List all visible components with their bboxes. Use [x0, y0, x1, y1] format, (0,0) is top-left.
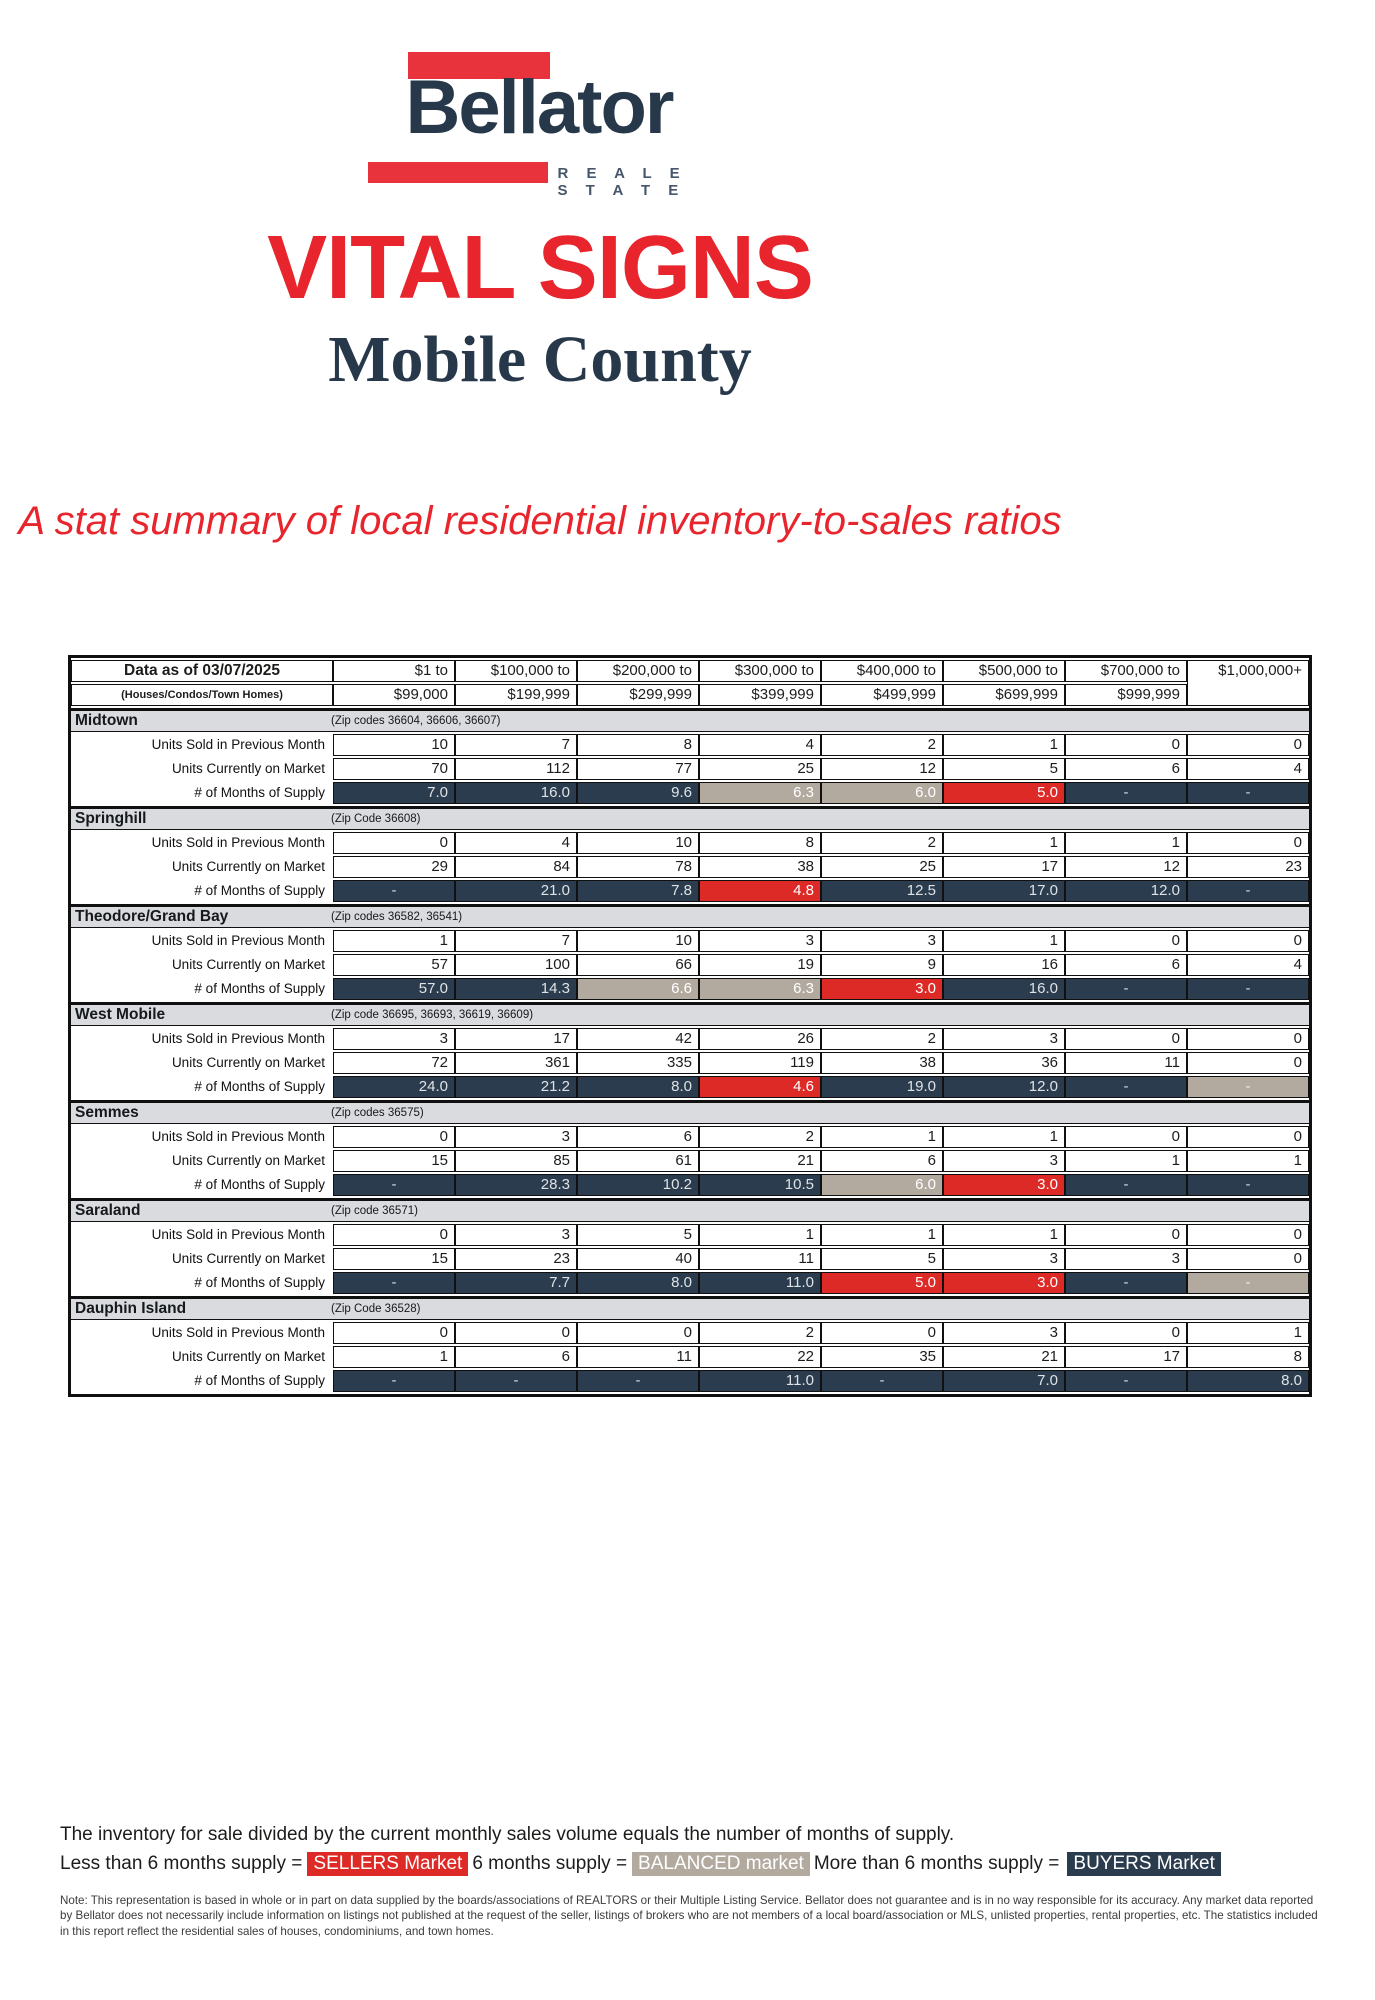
units-sold-cell: 1: [821, 1126, 943, 1148]
supply-cell: -: [1187, 782, 1309, 804]
units-market-cell: 78: [577, 856, 699, 878]
units-sold-cell: 0: [1187, 1126, 1309, 1148]
supply-cell: 12.0: [943, 1076, 1065, 1098]
units-market-cell: 57: [333, 954, 455, 976]
price-range-4-max: $499,999: [821, 684, 943, 706]
section-name: Semmes: [75, 1104, 139, 1121]
units-sold-cell: 2: [821, 734, 943, 756]
price-range-3-max: $399,999: [699, 684, 821, 706]
stats-table: [68, 655, 1312, 1397]
units-sold-cell: 0: [333, 1224, 455, 1246]
price-range-3: $300,000 to: [699, 660, 821, 682]
row-label: # of Months of Supply: [194, 1373, 325, 1388]
theodore-grand-bay-units_on_market-row: [71, 954, 1309, 976]
supply-cell: -: [333, 1272, 455, 1294]
section-row-theodore-grand-bay: [71, 904, 1309, 928]
units-market-cell: 35: [821, 1346, 943, 1368]
supply-cell: 21.0: [455, 880, 577, 902]
units-market-cell: 11: [1065, 1052, 1187, 1074]
supply-cell: 12.5: [821, 880, 943, 902]
units-sold-cell: 3: [821, 930, 943, 952]
price-range-1: $100,000 to: [455, 660, 577, 682]
section-name: Theodore/Grand Bay: [75, 908, 229, 925]
section-header-midtown: [71, 708, 1309, 732]
supply-cell: 12.0: [1065, 880, 1187, 902]
section-zip-codes: (Zip code 36571): [331, 1205, 418, 1217]
units-sold-cell: 4: [455, 832, 577, 854]
row-label: Units Sold in Previous Month: [151, 933, 325, 948]
row-label: # of Months of Supply: [194, 981, 325, 996]
units-market-cell: 38: [699, 856, 821, 878]
midtown-units_sold-row: [71, 734, 1309, 756]
units-market-cell: 0: [1187, 1248, 1309, 1270]
units-market-cell: 3: [943, 1150, 1065, 1172]
west-mobile-units_on_market-row: [71, 1052, 1309, 1074]
supply-cell: -: [1187, 880, 1309, 902]
price-range-5: $500,000 to: [943, 660, 1065, 682]
units-sold-cell: 1: [943, 1224, 1065, 1246]
units-market-cell: 6: [821, 1150, 943, 1172]
row-label: Units Sold in Previous Month: [151, 1325, 325, 1340]
row-label: # of Months of Supply: [194, 785, 325, 800]
footer-intro: The inventory for sale divided by the current monthly sales volume equals the number of months of supply.: [60, 1824, 955, 1845]
units-sold-cell: 3: [333, 1028, 455, 1050]
dauphin-island-units_sold-row: [71, 1322, 1309, 1344]
price-range-4: $400,000 to: [821, 660, 943, 682]
units-sold-cell: 0: [1065, 734, 1187, 756]
units-sold-cell: 10: [333, 734, 455, 756]
supply-cell: 16.0: [943, 978, 1065, 1000]
section-row-semmes: [71, 1100, 1309, 1124]
units-sold-cell: 1: [943, 832, 1065, 854]
legend-label-buyers: More than 6 months supply =: [813, 1853, 1060, 1874]
units-market-cell: 22: [699, 1346, 821, 1368]
row-label: Units Sold in Previous Month: [151, 835, 325, 850]
units-market-cell: 77: [577, 758, 699, 780]
supply-cell: 10.2: [577, 1174, 699, 1196]
units-sold-cell: 0: [1065, 1028, 1187, 1050]
units-sold-cell: 0: [1187, 734, 1309, 756]
row-label: Units Currently on Market: [171, 957, 325, 972]
section-zip-codes: (Zip codes 36604, 36606, 36607): [331, 715, 501, 727]
units-market-cell: 61: [577, 1150, 699, 1172]
units-market-cell: 5: [943, 758, 1065, 780]
supply-cell: 9.6: [577, 782, 699, 804]
units-market-cell: 11: [699, 1248, 821, 1270]
units-sold-cell: 5: [577, 1224, 699, 1246]
midtown-months-supply-row: [71, 782, 1309, 804]
dauphin-island-months-supply-row: [71, 1370, 1309, 1392]
supply-cell: -: [1187, 978, 1309, 1000]
report-subtitle: A stat summary of local residential inventory-to-sales ratios: [18, 499, 1062, 543]
units-market-cell: 6: [1065, 758, 1187, 780]
supply-cell: 57.0: [333, 978, 455, 1000]
section-zip-codes: (Zip Code 36528): [331, 1303, 421, 1315]
units-market-cell: 70: [333, 758, 455, 780]
units-market-cell: 19: [699, 954, 821, 976]
supply-cell: 6.3: [699, 978, 821, 1000]
saraland-units_sold-row: [71, 1224, 1309, 1246]
units-sold-cell: 2: [821, 1028, 943, 1050]
units-sold-cell: 0: [1187, 832, 1309, 854]
units-market-cell: 112: [455, 758, 577, 780]
supply-cell: 16.0: [455, 782, 577, 804]
units-sold-cell: 1: [943, 930, 1065, 952]
supply-cell: 6.0: [821, 1174, 943, 1196]
units-market-cell: 36: [943, 1052, 1065, 1074]
section-header-saraland: [71, 1198, 1309, 1222]
supply-cell: 19.0: [821, 1076, 943, 1098]
theodore-grand-bay-months-supply-row: [71, 978, 1309, 1000]
section-name: West Mobile: [75, 1006, 166, 1023]
units-sold-cell: 3: [943, 1028, 1065, 1050]
units-market-cell: 16: [943, 954, 1065, 976]
units-sold-cell: 0: [1187, 930, 1309, 952]
row-label: Units Currently on Market: [171, 1251, 325, 1266]
supply-cell: -: [333, 1370, 455, 1392]
units-sold-cell: 4: [699, 734, 821, 756]
units-market-cell: 17: [1065, 1346, 1187, 1368]
units-sold-cell: 0: [1187, 1224, 1309, 1246]
units-market-cell: 4: [1187, 758, 1309, 780]
units-sold-cell: 0: [1065, 1224, 1187, 1246]
section-header-semmes: [71, 1100, 1309, 1124]
units-sold-cell: 3: [943, 1322, 1065, 1344]
units-sold-cell: 0: [821, 1322, 943, 1344]
supply-cell: 8.0: [1187, 1370, 1309, 1392]
section-row-springhill: [71, 806, 1309, 830]
units-sold-cell: 1: [821, 1224, 943, 1246]
supply-cell: 7.7: [455, 1272, 577, 1294]
row-label: Units Sold in Previous Month: [151, 1031, 325, 1046]
units-market-cell: 15: [333, 1150, 455, 1172]
units-market-cell: 23: [1187, 856, 1309, 878]
units-market-cell: 12: [821, 758, 943, 780]
brand-tagline: R E A L E S T A T E: [557, 165, 687, 199]
theodore-grand-bay-units_sold-row: [71, 930, 1309, 952]
section-zip-codes: (Zip codes 36575): [331, 1107, 424, 1119]
footer: [60, 1824, 1330, 1939]
supply-cell: 6.0: [821, 782, 943, 804]
table-header-row-2: [71, 684, 1309, 706]
legend-note: Note: This representation is based in whole or in part on data supplied by the boards/associations of REALTORS or their Multiple Listing Service. Bellator does not guarantee and is in no way responsible for its accuracy. Any market data reported by Bellator does not necessarily include information on listings not published at the request of the seller, listings of brokers who are not members of a local board/association or MLS, unlisted properties, rental properties, etc. The statistics included in this report reflect the residential sales of houses, condominiums, and town homes.: [60, 1894, 1318, 1938]
units-market-cell: 1: [1187, 1150, 1309, 1172]
table-property-types: (Houses/Condos/Town Homes): [71, 684, 333, 706]
supply-cell: 7.0: [333, 782, 455, 804]
row-label: Units Currently on Market: [171, 761, 325, 776]
section-name: Midtown: [75, 712, 138, 729]
west-mobile-units_sold-row: [71, 1028, 1309, 1050]
semmes-units_sold-row: [71, 1126, 1309, 1148]
supply-cell: 14.3: [455, 978, 577, 1000]
price-range-1-max: $199,999: [455, 684, 577, 706]
balanced-market-badge: BALANCED market: [632, 1852, 810, 1876]
supply-cell: 5.0: [943, 782, 1065, 804]
units-market-cell: 66: [577, 954, 699, 976]
units-market-cell: 4: [1187, 954, 1309, 976]
price-range-7: $1,000,000+: [1187, 660, 1309, 706]
units-sold-cell: 0: [333, 832, 455, 854]
supply-cell: -: [1065, 782, 1187, 804]
supply-cell: 8.0: [577, 1272, 699, 1294]
units-market-cell: 23: [455, 1248, 577, 1270]
price-range-2-max: $299,999: [577, 684, 699, 706]
units-market-cell: 72: [333, 1052, 455, 1074]
price-range-5-max: $699,999: [943, 684, 1065, 706]
units-market-cell: 3: [943, 1248, 1065, 1270]
units-market-cell: 5: [821, 1248, 943, 1270]
table-data-date: Data as of 03/07/2025: [71, 660, 333, 682]
units-sold-cell: 1: [1187, 1322, 1309, 1344]
units-sold-cell: 0: [577, 1322, 699, 1344]
midtown-units_on_market-row: [71, 758, 1309, 780]
units-sold-cell: 1: [1065, 832, 1187, 854]
west-mobile-months-supply-row: [71, 1076, 1309, 1098]
section-header-springhill: [71, 806, 1309, 830]
units-sold-cell: 8: [577, 734, 699, 756]
supply-cell: 3.0: [821, 978, 943, 1000]
units-market-cell: 1: [1065, 1150, 1187, 1172]
brand-name: Bellator: [405, 65, 673, 150]
saraland-units_on_market-row: [71, 1248, 1309, 1270]
supply-cell: -: [333, 1174, 455, 1196]
row-label: Units Currently on Market: [171, 859, 325, 874]
row-label: Units Currently on Market: [171, 1153, 325, 1168]
springhill-months-supply-row: [71, 880, 1309, 902]
section-row-saraland: [71, 1198, 1309, 1222]
units-sold-cell: 1: [943, 1126, 1065, 1148]
units-sold-cell: 0: [455, 1322, 577, 1344]
units-market-cell: 119: [699, 1052, 821, 1074]
units-market-cell: 100: [455, 954, 577, 976]
section-header-west-mobile: [71, 1002, 1309, 1026]
supply-cell: 6.6: [577, 978, 699, 1000]
supply-cell: 7.8: [577, 880, 699, 902]
supply-cell: 21.2: [455, 1076, 577, 1098]
price-range-0-max: $99,000: [333, 684, 455, 706]
springhill-units_on_market-row: [71, 856, 1309, 878]
units-market-cell: 3: [1065, 1248, 1187, 1270]
row-label: # of Months of Supply: [194, 1177, 325, 1192]
units-market-cell: 11: [577, 1346, 699, 1368]
units-sold-cell: 3: [455, 1126, 577, 1148]
units-sold-cell: 2: [699, 1126, 821, 1148]
price-range-6: $700,000 to: [1065, 660, 1187, 682]
stats-table-wrap: [68, 655, 1312, 1397]
supply-cell: -: [333, 880, 455, 902]
section-name: Dauphin Island: [75, 1300, 187, 1317]
section-zip-codes: (Zip codes 36582, 36541): [331, 911, 463, 923]
masthead: [0, 52, 1080, 541]
units-sold-cell: 17: [455, 1028, 577, 1050]
semmes-units_on_market-row: [71, 1150, 1309, 1172]
units-sold-cell: 10: [577, 832, 699, 854]
units-market-cell: 335: [577, 1052, 699, 1074]
row-label: Units Currently on Market: [171, 1055, 325, 1070]
units-market-cell: 25: [699, 758, 821, 780]
section-row-dauphin-island: [71, 1296, 1309, 1320]
supply-cell: 4.6: [699, 1076, 821, 1098]
units-market-cell: 0: [1187, 1052, 1309, 1074]
units-market-cell: 38: [821, 1052, 943, 1074]
row-label: # of Months of Supply: [194, 1275, 325, 1290]
section-name: Saraland: [75, 1202, 141, 1219]
units-market-cell: 9: [821, 954, 943, 976]
units-market-cell: 21: [699, 1150, 821, 1172]
section-zip-codes: (Zip code 36695, 36693, 36619, 36609): [331, 1009, 534, 1021]
units-sold-cell: 0: [333, 1322, 455, 1344]
units-sold-cell: 0: [1065, 930, 1187, 952]
supply-cell: 7.0: [943, 1370, 1065, 1392]
units-sold-cell: 0: [1187, 1028, 1309, 1050]
saraland-months-supply-row: [71, 1272, 1309, 1294]
section-row-midtown: [71, 708, 1309, 732]
units-sold-cell: 26: [699, 1028, 821, 1050]
supply-cell: 28.3: [455, 1174, 577, 1196]
section-header-theodore-grand-bay: [71, 904, 1309, 928]
units-market-cell: 40: [577, 1248, 699, 1270]
supply-cell: 11.0: [699, 1272, 821, 1294]
units-sold-cell: 8: [699, 832, 821, 854]
units-sold-cell: 0: [1065, 1322, 1187, 1344]
units-sold-cell: 10: [577, 930, 699, 952]
units-sold-cell: 1: [699, 1224, 821, 1246]
logo-bottom-bar-icon: [368, 162, 548, 183]
supply-cell: -: [1187, 1272, 1309, 1294]
units-market-cell: 15: [333, 1248, 455, 1270]
section-name: Springhill: [75, 810, 147, 827]
legend-label-balanced: 6 months supply =: [472, 1853, 628, 1874]
units-market-cell: 85: [455, 1150, 577, 1172]
units-sold-cell: 2: [821, 832, 943, 854]
units-sold-cell: 1: [333, 930, 455, 952]
units-sold-cell: 6: [577, 1126, 699, 1148]
units-market-cell: 1: [333, 1346, 455, 1368]
units-market-cell: 361: [455, 1052, 577, 1074]
supply-cell: -: [1065, 1370, 1187, 1392]
units-market-cell: 17: [943, 856, 1065, 878]
supply-cell: -: [1065, 1076, 1187, 1098]
supply-cell: 6.3: [699, 782, 821, 804]
units-sold-cell: 7: [455, 930, 577, 952]
supply-cell: 10.5: [699, 1174, 821, 1196]
units-market-cell: 21: [943, 1346, 1065, 1368]
units-market-cell: 12: [1065, 856, 1187, 878]
units-sold-cell: 1: [943, 734, 1065, 756]
supply-cell: -: [1187, 1076, 1309, 1098]
row-label: # of Months of Supply: [194, 1079, 325, 1094]
units-sold-cell: 0: [333, 1126, 455, 1148]
buyers-market-badge: BUYERS Market: [1067, 1852, 1220, 1876]
supply-cell: -: [1065, 978, 1187, 1000]
supply-cell: -: [821, 1370, 943, 1392]
row-label: Units Sold in Previous Month: [151, 1129, 325, 1144]
units-sold-cell: 3: [699, 930, 821, 952]
price-range-0: $1 to: [333, 660, 455, 682]
supply-cell: -: [577, 1370, 699, 1392]
row-label: Units Sold in Previous Month: [151, 737, 325, 752]
county-title: Mobile County: [328, 323, 752, 396]
units-sold-cell: 42: [577, 1028, 699, 1050]
row-label: Units Currently on Market: [171, 1349, 325, 1364]
units-sold-cell: 2: [699, 1322, 821, 1344]
price-range-2: $200,000 to: [577, 660, 699, 682]
row-label: Units Sold in Previous Month: [151, 1227, 325, 1242]
supply-cell: 3.0: [943, 1272, 1065, 1294]
sellers-market-badge: SELLERS Market: [307, 1852, 468, 1876]
supply-cell: 4.8: [699, 880, 821, 902]
price-range-6-max: $999,999: [1065, 684, 1187, 706]
section-zip-codes: (Zip Code 36608): [331, 813, 421, 825]
supply-cell: -: [1187, 1174, 1309, 1196]
supply-cell: 24.0: [333, 1076, 455, 1098]
supply-cell: 8.0: [577, 1076, 699, 1098]
units-market-cell: 84: [455, 856, 577, 878]
supply-cell: 5.0: [821, 1272, 943, 1294]
units-market-cell: 6: [455, 1346, 577, 1368]
units-sold-cell: 7: [455, 734, 577, 756]
semmes-months-supply-row: [71, 1174, 1309, 1196]
units-market-cell: 6: [1065, 954, 1187, 976]
supply-cell: 11.0: [699, 1370, 821, 1392]
supply-cell: -: [1065, 1174, 1187, 1196]
table-header-row-1: [71, 660, 1309, 682]
supply-cell: -: [455, 1370, 577, 1392]
market-legend: [60, 1853, 1330, 1875]
units-market-cell: 8: [1187, 1346, 1309, 1368]
supply-cell: -: [1065, 1272, 1187, 1294]
section-header-dauphin-island: [71, 1296, 1309, 1320]
units-market-cell: 25: [821, 856, 943, 878]
bellator-logo: [368, 52, 713, 204]
dauphin-island-units_on_market-row: [71, 1346, 1309, 1368]
section-row-west-mobile: [71, 1002, 1309, 1026]
row-label: # of Months of Supply: [194, 883, 325, 898]
supply-cell: 17.0: [943, 880, 1065, 902]
springhill-units_sold-row: [71, 832, 1309, 854]
units-market-cell: 29: [333, 856, 455, 878]
legend-label-sellers: Less than 6 months supply =: [60, 1853, 303, 1874]
report-title: VITAL SIGNS: [267, 218, 813, 318]
units-sold-cell: 0: [1065, 1126, 1187, 1148]
supply-cell: 3.0: [943, 1174, 1065, 1196]
units-sold-cell: 3: [455, 1224, 577, 1246]
